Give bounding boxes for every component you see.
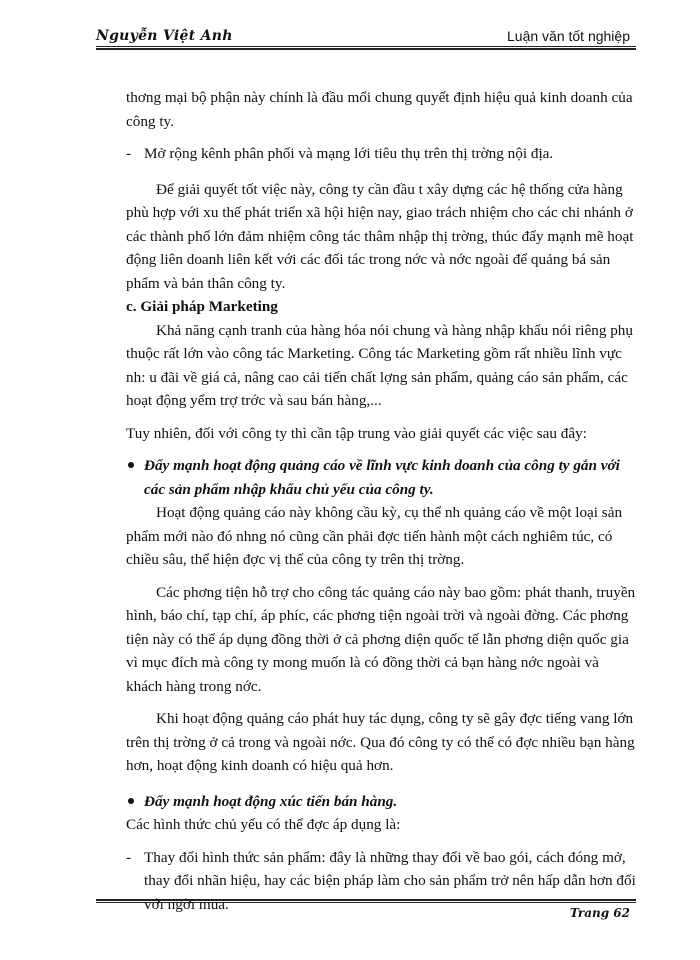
- paragraph: Tuy nhiên, đối với công ty thì cần tập trung vào giải quyết các việc sau đây:: [126, 424, 587, 442]
- header-title: Luận văn tốt nghiệp: [507, 28, 630, 44]
- paragraph: Để giải quyết tốt việc này, công ty cần đầu t xây dựng các hệ thống cửa hàng phù hợp với xu thế phát triển xã hội hiện nay, giao trách nhiệm cho các chi nhánh ở các thành phố lớn đảm nhiệm công tác thâm nhập thị trờng, thúc đẩy mạnh mẽ hoạt động liên doanh liên kết với các đối tác trong nớc và nớc ngoài để quảng bá sản phẩm và bản thân công ty.: [126, 180, 634, 292]
- section-heading: c. Giải pháp Marketing: [126, 298, 278, 315]
- page-content: [126, 86, 636, 916]
- bullet-list-item: [126, 454, 636, 501]
- header-author: Nguyễn Việt Anh: [96, 28, 233, 44]
- dash-marker: -: [126, 848, 132, 866]
- dash-item-text: Thay đổi hình thức sản phẩm: đây là những thay đổi về bao gói, cách đóng mở, thay đổi nhãn hiệu, hay các biện pháp làm cho sản phẩm trở nên hấp dẫn hơn đối với ngời mua.: [144, 848, 636, 913]
- dash-list-item: [126, 142, 636, 166]
- dash-list-item: [126, 846, 636, 917]
- paragraph: Các phơng tiện hỗ trợ cho công tác quảng cáo này bao gồm: phát thanh, truyền hình, báo chí, tạp chí, áp phíc, các phơng tiện ngoài trời và ngoài đờng. Các phơng tiện này có thể áp dụng đồng thời ở cả phơng diện quốc tế lẫn phơng diện quốc gia vì mục đích mà công ty mong muốn là có đồng thời cả bạn hàng nớc ngoài và khách hàng trong nớc.: [126, 583, 636, 695]
- bullet-item-text: Đẩy mạnh hoạt động xúc tiến bán hàng.: [144, 792, 398, 810]
- paragraph: Khi hoạt động quảng cáo phát huy tác dụng, công ty sẽ gây đợc tiếng vang lớn trên thị trờng ở cả trong và ngoài nớc. Qua đó công ty có thể có đợc nhiều bạn hàng hơn, hoạt động kinh doanh có hiệu quả hơn.: [126, 710, 635, 774]
- bullet-item-text: Đẩy mạnh hoạt động quảng cáo về lĩnh vực kinh doanh của công ty gắn với các sản phẩm nhập khẩu chủ yếu của công ty.: [144, 457, 620, 498]
- paragraph: Hoạt động quảng cáo này không cầu kỳ, cụ thể nh quảng cáo về một loại sản phẩm mới nào đó nhng nó cũng cần phải đợc tiến hành một cách nghiêm túc, có chiều sâu, thể hiện đợc vị thế của công ty trên thị trờng.: [126, 504, 623, 568]
- dash-marker: -: [126, 145, 132, 162]
- page-number: Trang 62: [569, 906, 630, 920]
- dash-item-text: Mở rộng kênh phân phối và mạng lới tiêu thụ trên thị trờng nội địa.: [144, 145, 554, 162]
- bullet-icon: [128, 798, 134, 804]
- header-divider: [96, 46, 636, 50]
- paragraph: Các hình thức chủ yếu có thể đợc áp dụng là:: [126, 816, 401, 833]
- paragraph-continuation: thơng mại bộ phận này chính là đầu mối chung quyết định hiệu quả kinh doanh của công ty.: [126, 89, 633, 130]
- footer-divider: [96, 899, 636, 903]
- bullet-list-item: [126, 790, 636, 814]
- page-header: [96, 26, 636, 48]
- paragraph: Khả năng cạnh tranh của hàng hóa nói chung và hàng nhập khẩu nói riêng phụ thuộc rất lớn vào công tác Marketing. Công tác Marketing gồm rất nhiều lĩnh vực nh: u đãi về giá cả, nâng cao cải tiến chất lợng sản phẩm, quảng cáo sản phẩm, các hoạt động yểm trợ trớc và sau bán hàng,...: [126, 321, 633, 409]
- bullet-icon: [128, 462, 134, 468]
